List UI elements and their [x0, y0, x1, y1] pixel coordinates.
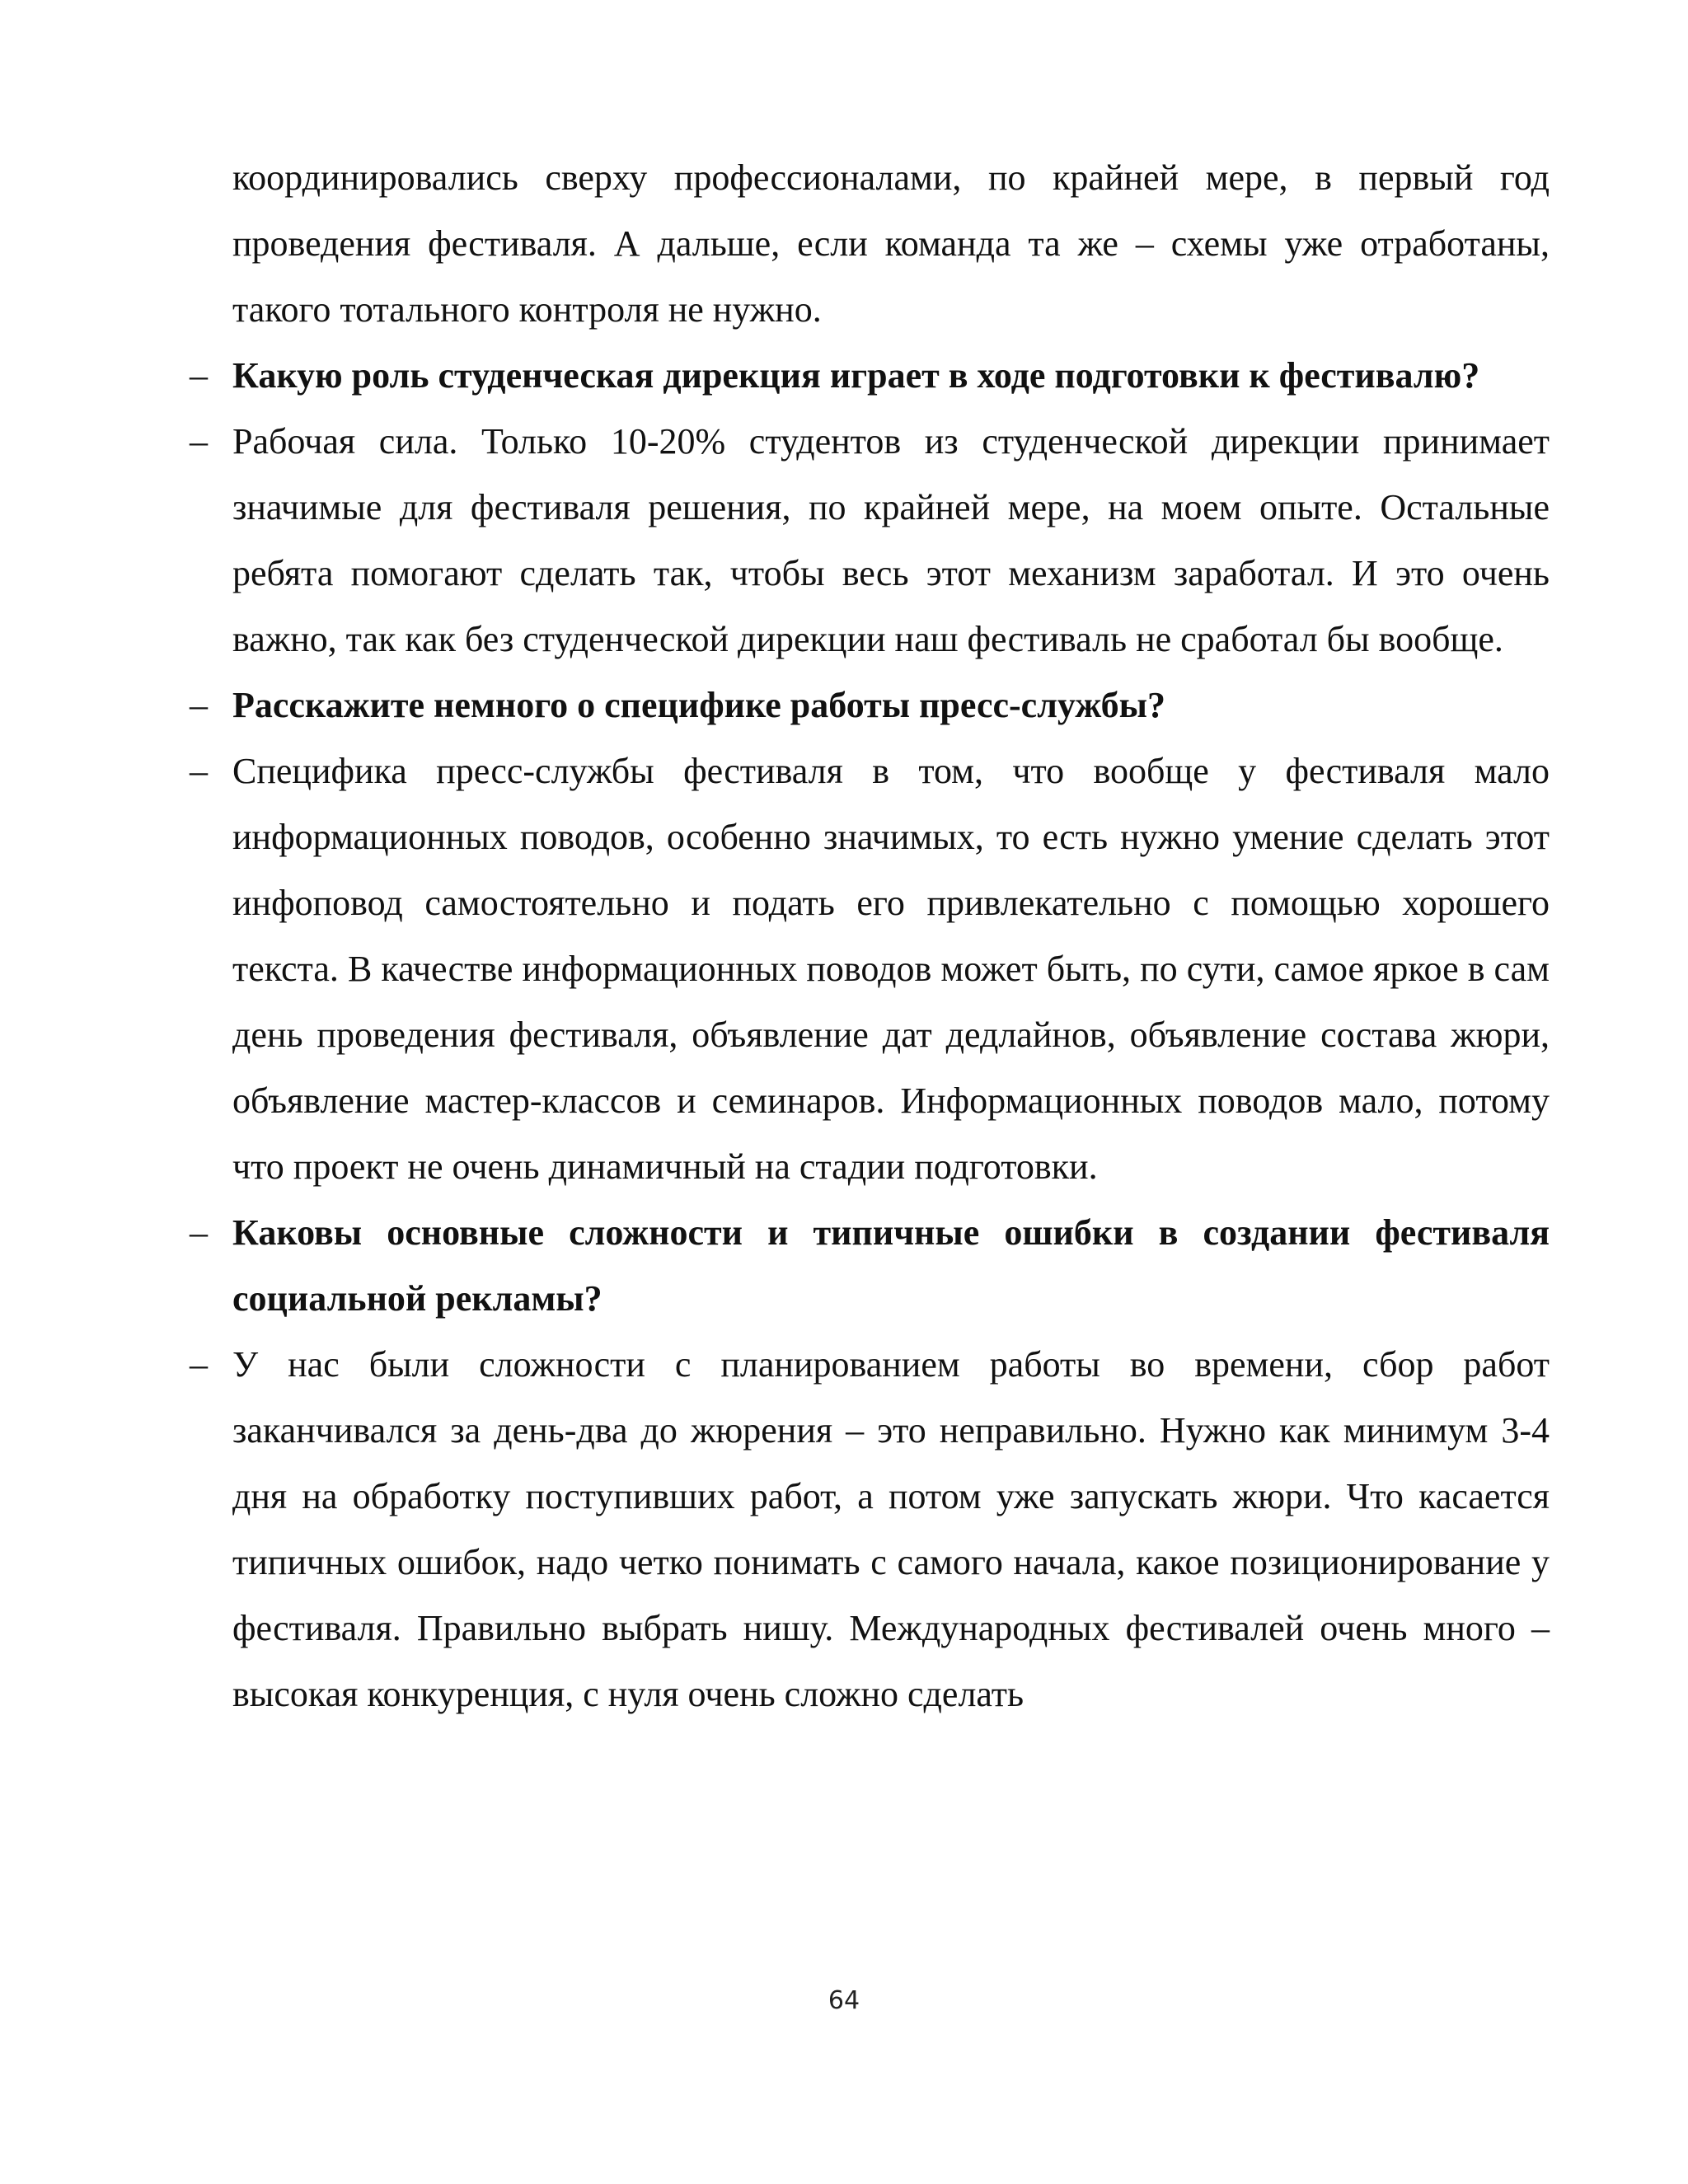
interview-answer: [190, 1332, 1550, 1727]
interview-question: [190, 343, 1550, 409]
page-number: 64: [828, 1986, 860, 2015]
dash-marker: –: [190, 355, 208, 396]
page-content: [190, 145, 1550, 1727]
question-text: Расскажите немного о специфике работы пресс-службы?: [232, 685, 1165, 725]
intro-paragraph: координировались сверху профессионалами, по крайней мере, в первый год проведения фестиваля. А дальше, если команда та же – схемы уже отработаны, такого тотального контроля не нужно.: [232, 157, 1550, 330]
dash-marker: –: [190, 685, 208, 725]
question-text: Какую роль студенческая дирекция играет в ходе подготовки к фестивалю?: [232, 355, 1480, 396]
dash-marker: –: [190, 751, 208, 791]
question-text: Каковы основные сложности и типичные ошибки в создании фестиваля социальной рекламы?: [232, 1212, 1550, 1319]
interview-question: [190, 1200, 1550, 1332]
answer-text: Специфика пресс-службы фестиваля в том, что вообще у фестиваля мало информационных поводов, особенно значимых, то есть нужно умение сделать этот инфоповод самостоятельно и подать его привлекательно с помощью хорошего текста. В качестве информационных поводов может быть, по сути, самое яркое в сам день проведения фестиваля, объявление дат дедлайнов, объявление состава жюри, объявление мастер-классов и семинаров. Информационных поводов мало, потому что проект не очень динамичный на стадии подготовки.: [232, 751, 1550, 1187]
interview-question: [190, 673, 1550, 738]
answer-text: У нас были сложности с планированием работы во времени, сбор работ заканчивался за день-два до жюрения – это неправильно. Нужно как минимум 3-4 дня на обработку поступивших работ, а потом уже запускать жюри. Что касается типичных ошибок, надо четко понимать с самого начала, какое позиционирование у фестиваля. Правильно выбрать нишу. Международных фестивалей очень много – высокая конкуренция, с нуля очень сложно сделать: [232, 1344, 1550, 1714]
dash-marker: –: [190, 1344, 208, 1385]
answer-text: Рабочая сила. Только 10-20% студентов из студенческой дирекции принимает значимые для фестиваля решения, по крайней мере, на моем опыте. Остальные ребята помогают сделать так, чтобы весь этот механизм заработал. И это очень важно, так как без студенческой дирекции наш фестиваль не сработал бы вообще.: [232, 421, 1550, 659]
dash-marker: –: [190, 421, 208, 462]
dash-marker: –: [190, 1212, 208, 1253]
interview-answer: [190, 738, 1550, 1200]
interview-answer: [190, 409, 1550, 673]
